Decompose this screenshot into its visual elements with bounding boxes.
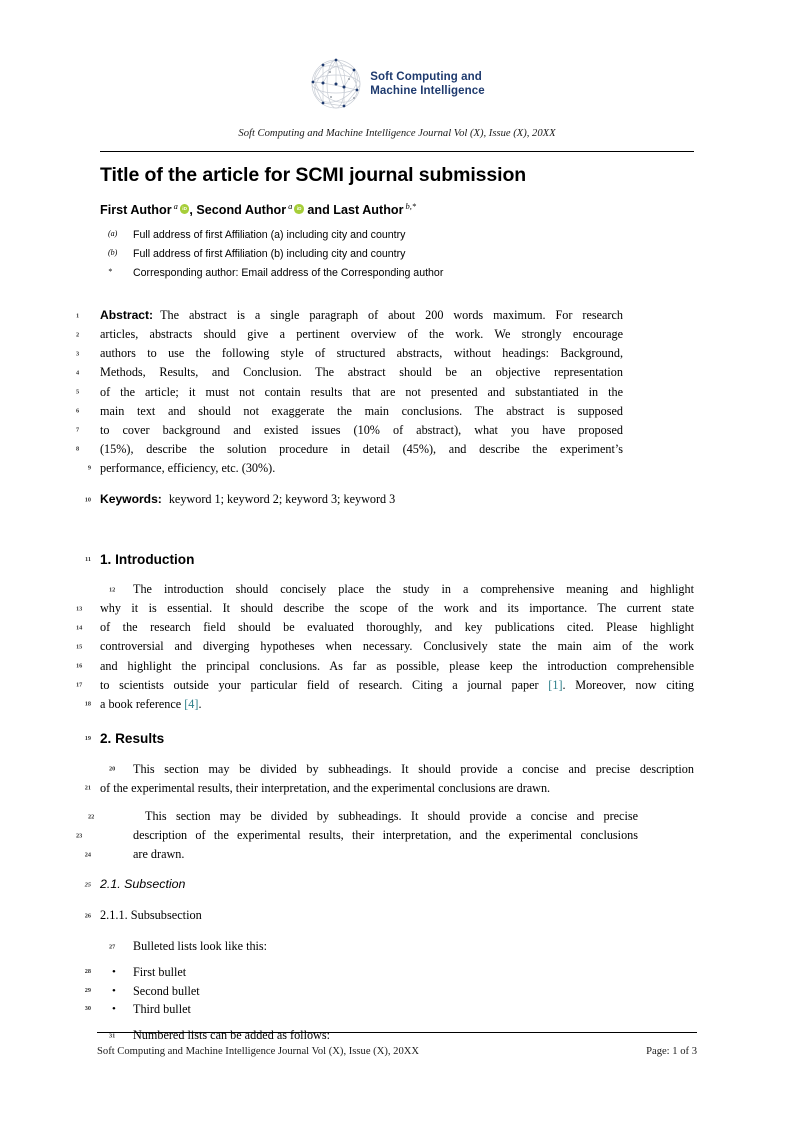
results-paragraph xyxy=(84,760,694,798)
body-text: The introduction should concisely place the study in a comprehensive meaning and highlight xyxy=(133,582,694,597)
line-number: 19 xyxy=(84,734,91,742)
body-line xyxy=(84,695,694,714)
footer-journal-name: Soft Computing and Machine Intelligence Journal Vol (X), Issue (X), 20XX xyxy=(97,1046,420,1057)
section-heading-text: 2. Results xyxy=(100,730,165,746)
abstract-line xyxy=(76,383,623,402)
abstract-text: authors to use the following style of structured abstracts, without headings: Background, xyxy=(100,346,623,361)
abstract-line xyxy=(76,440,623,459)
abstract-line xyxy=(87,459,623,478)
line-number: 3 xyxy=(76,350,80,358)
line-number: 17 xyxy=(76,681,83,689)
abstract-line xyxy=(76,402,623,421)
subsection-heading-text: 2.1. Subsection xyxy=(100,877,186,892)
body-text: controversial and diverging hypotheses when necessary. Conclusively state the main aim of the work xyxy=(100,639,694,654)
abstract-label: Abstract: xyxy=(100,308,154,323)
abstract-text: Methods, Results, and Conclusion. The abstract should be an objective representation xyxy=(100,365,623,380)
abstract-line xyxy=(76,363,623,382)
list-item xyxy=(84,963,694,981)
orcid-icon[interactable] xyxy=(294,204,304,214)
body-text: and highlight the principal conclusions. As far as possible, please keep the introduction comprehensible xyxy=(100,658,694,673)
header-rule xyxy=(100,151,694,152)
body-line xyxy=(76,657,694,676)
line-number: 14 xyxy=(76,624,83,632)
abstract-text: The abstract is a single paragraph of about 200 words maximum. For research xyxy=(160,308,623,323)
line-number: 18 xyxy=(84,700,91,708)
subsubsection-heading-text: 2.1.1. Subsubsection xyxy=(100,908,202,923)
author-second-affiliation-sup: a xyxy=(288,201,293,211)
body-text: description of the experimental results, their interpretation, and the experimental conclusions xyxy=(133,828,638,843)
page-content xyxy=(76,0,694,1045)
introduction-paragraph xyxy=(76,580,694,714)
body-line xyxy=(100,760,694,779)
citation-link-1[interactable]: [1] xyxy=(548,677,563,692)
line-number: 13 xyxy=(76,605,83,613)
line-number: 10 xyxy=(84,496,91,504)
body-line xyxy=(84,779,694,798)
article-title: Title of the article for SCMI journal submission xyxy=(100,164,527,186)
line-number: 5 xyxy=(76,388,80,396)
line-number: 20 xyxy=(109,765,116,773)
line-number: 9 xyxy=(87,464,91,472)
bullet-icon: • xyxy=(112,1002,116,1015)
body-line xyxy=(76,676,694,695)
abstract-text: of the article; it must not contain results that are not presented and substantiated in the xyxy=(100,384,623,399)
affiliation-text: Full address of first Affiliation (b) including city and country xyxy=(133,248,406,261)
keywords-label: Keywords: xyxy=(100,492,162,507)
list-item-text: Second bullet xyxy=(133,983,200,998)
body-line xyxy=(84,845,638,864)
line-number: 4 xyxy=(76,369,80,377)
subsubsection-heading xyxy=(84,907,694,924)
line-number: 8 xyxy=(76,445,80,453)
body-line xyxy=(76,618,694,637)
author-last-affiliation-sup: b,* xyxy=(405,201,417,211)
abstract-text: performance, efficiency, etc. (30%). xyxy=(100,460,276,475)
footer-text xyxy=(97,1046,697,1057)
line-number: 15 xyxy=(76,643,83,651)
list-item xyxy=(84,982,694,1000)
body-text: to scientists outside your particular field of research. Citing a journal paper xyxy=(100,677,549,692)
line-number: 11 xyxy=(85,556,91,564)
corresponding-author-mark: * xyxy=(108,267,112,277)
page-footer xyxy=(97,1032,697,1057)
body-text: This section may be divided by subheadings. It should provide a concise and precise description xyxy=(133,761,694,776)
line-number: 30 xyxy=(84,1004,91,1012)
logo-sphere-icon xyxy=(309,57,363,111)
bullet-icon: • xyxy=(112,984,116,997)
abstract-line xyxy=(76,421,623,440)
body-line xyxy=(76,599,694,618)
logo-text-line1: Soft Computing and xyxy=(370,71,482,83)
abstract-text: articles, abstracts should give a pertinent overview of the work. We strongly encourage xyxy=(100,327,623,342)
body-text: . Moreover, now citing xyxy=(562,677,694,692)
citation-link-4[interactable]: [4] xyxy=(184,696,199,711)
authors-line xyxy=(100,198,694,218)
author-first: First Author xyxy=(100,203,172,218)
body-line xyxy=(100,580,694,599)
body-text: why it is essential. It should describe the scope of the work and its importance. The current state xyxy=(100,601,694,616)
line-number: 21 xyxy=(84,784,91,792)
abstract-text: to cover background and existed issues (10% of abstract), what you have proposed xyxy=(100,422,623,437)
orcid-icon[interactable] xyxy=(180,204,190,214)
line-number: 26 xyxy=(84,912,91,920)
body-text: . xyxy=(198,696,202,711)
footer-page-number: Page: 1 of 3 xyxy=(646,1046,697,1057)
line-number: 22 xyxy=(88,812,95,820)
affiliation-label: (b) xyxy=(108,248,118,258)
line-number: 23 xyxy=(76,832,83,840)
journal-logo xyxy=(100,58,694,110)
abstract-line xyxy=(76,325,623,344)
body-line xyxy=(100,937,694,956)
bulleted-list xyxy=(84,963,694,1018)
affiliations xyxy=(100,225,694,282)
body-text: of the research field should be evaluated thoroughly, and key publications cited. Please highlight xyxy=(100,620,694,635)
footer-rule xyxy=(97,1032,697,1033)
list-item-text: Third bullet xyxy=(133,1001,191,1016)
body-text: of the experimental results, their interpretation, and the experimental conclusions are drawn. xyxy=(100,780,551,795)
author-second: Second Author xyxy=(196,203,287,218)
affiliation-row-b xyxy=(100,244,694,263)
section-heading-text: 1. Introduction xyxy=(100,552,195,568)
body-text: Bulleted lists look like this: xyxy=(133,939,268,954)
body-text: Numbered lists can be added as follows: xyxy=(133,1028,330,1043)
abstract-line xyxy=(76,306,623,325)
line-number: 16 xyxy=(76,662,83,670)
line-number: 7 xyxy=(76,426,80,434)
line-number: 29 xyxy=(84,986,91,994)
orcid-id-text: iD xyxy=(182,206,187,212)
body-line xyxy=(76,637,694,656)
line-number: 2 xyxy=(76,331,80,339)
subsection-heading xyxy=(84,876,694,893)
body-text: This section may be divided by subheadings. It should provide a concise and precise xyxy=(145,808,638,823)
section-heading-results xyxy=(84,730,694,748)
line-number: 6 xyxy=(76,407,80,415)
author-first-affiliation-sup: a xyxy=(173,201,178,211)
line-number: 27 xyxy=(109,943,116,951)
keywords-text: keyword 1; keyword 2; keyword 3; keyword 3 xyxy=(168,492,396,507)
line-number: 25 xyxy=(84,881,91,889)
corresponding-author-text: Corresponding author: Email address of the Corresponding author xyxy=(133,267,444,280)
section-heading-introduction xyxy=(85,551,694,569)
affiliation-text: Full address of first Affiliation (a) including city and country xyxy=(133,229,406,242)
affiliation-row-a xyxy=(100,225,694,244)
body-line xyxy=(88,807,638,826)
list-item xyxy=(84,1000,694,1018)
abstract-line xyxy=(76,344,623,363)
body-text: a book reference xyxy=(100,696,185,711)
line-number: 12 xyxy=(109,586,116,594)
author-separator: , xyxy=(189,203,197,218)
abstract-text: (15%), describe the solution procedure in detail (45%), and describe the experiment’s xyxy=(100,441,623,456)
abstract-text: main text and should not exaggerate the main conclusions. The abstract is supposed xyxy=(100,403,623,418)
abstract-block xyxy=(76,306,623,478)
line-number: 31 xyxy=(109,1032,116,1040)
author-last: Last Author xyxy=(333,203,404,218)
body-line xyxy=(76,826,638,845)
orcid-id-text: iD xyxy=(296,206,302,212)
results-indented-paragraph xyxy=(76,807,638,864)
logo-text-line2: Machine Intelligence xyxy=(370,85,485,97)
affiliation-label: (a) xyxy=(108,229,118,239)
keywords-line xyxy=(84,490,694,509)
line-number: 28 xyxy=(84,968,91,976)
body-text: are drawn. xyxy=(133,847,185,862)
logo-text xyxy=(370,70,484,98)
running-head: Soft Computing and Machine Intelligence Journal Vol (X), Issue (X), 20XX xyxy=(238,128,556,139)
bullet-icon: • xyxy=(112,966,116,979)
corresponding-author-row xyxy=(100,263,694,282)
line-number: 24 xyxy=(84,851,91,859)
author-and: and xyxy=(303,203,334,218)
list-item-text: First bullet xyxy=(133,965,187,980)
line-number: 1 xyxy=(76,312,80,320)
